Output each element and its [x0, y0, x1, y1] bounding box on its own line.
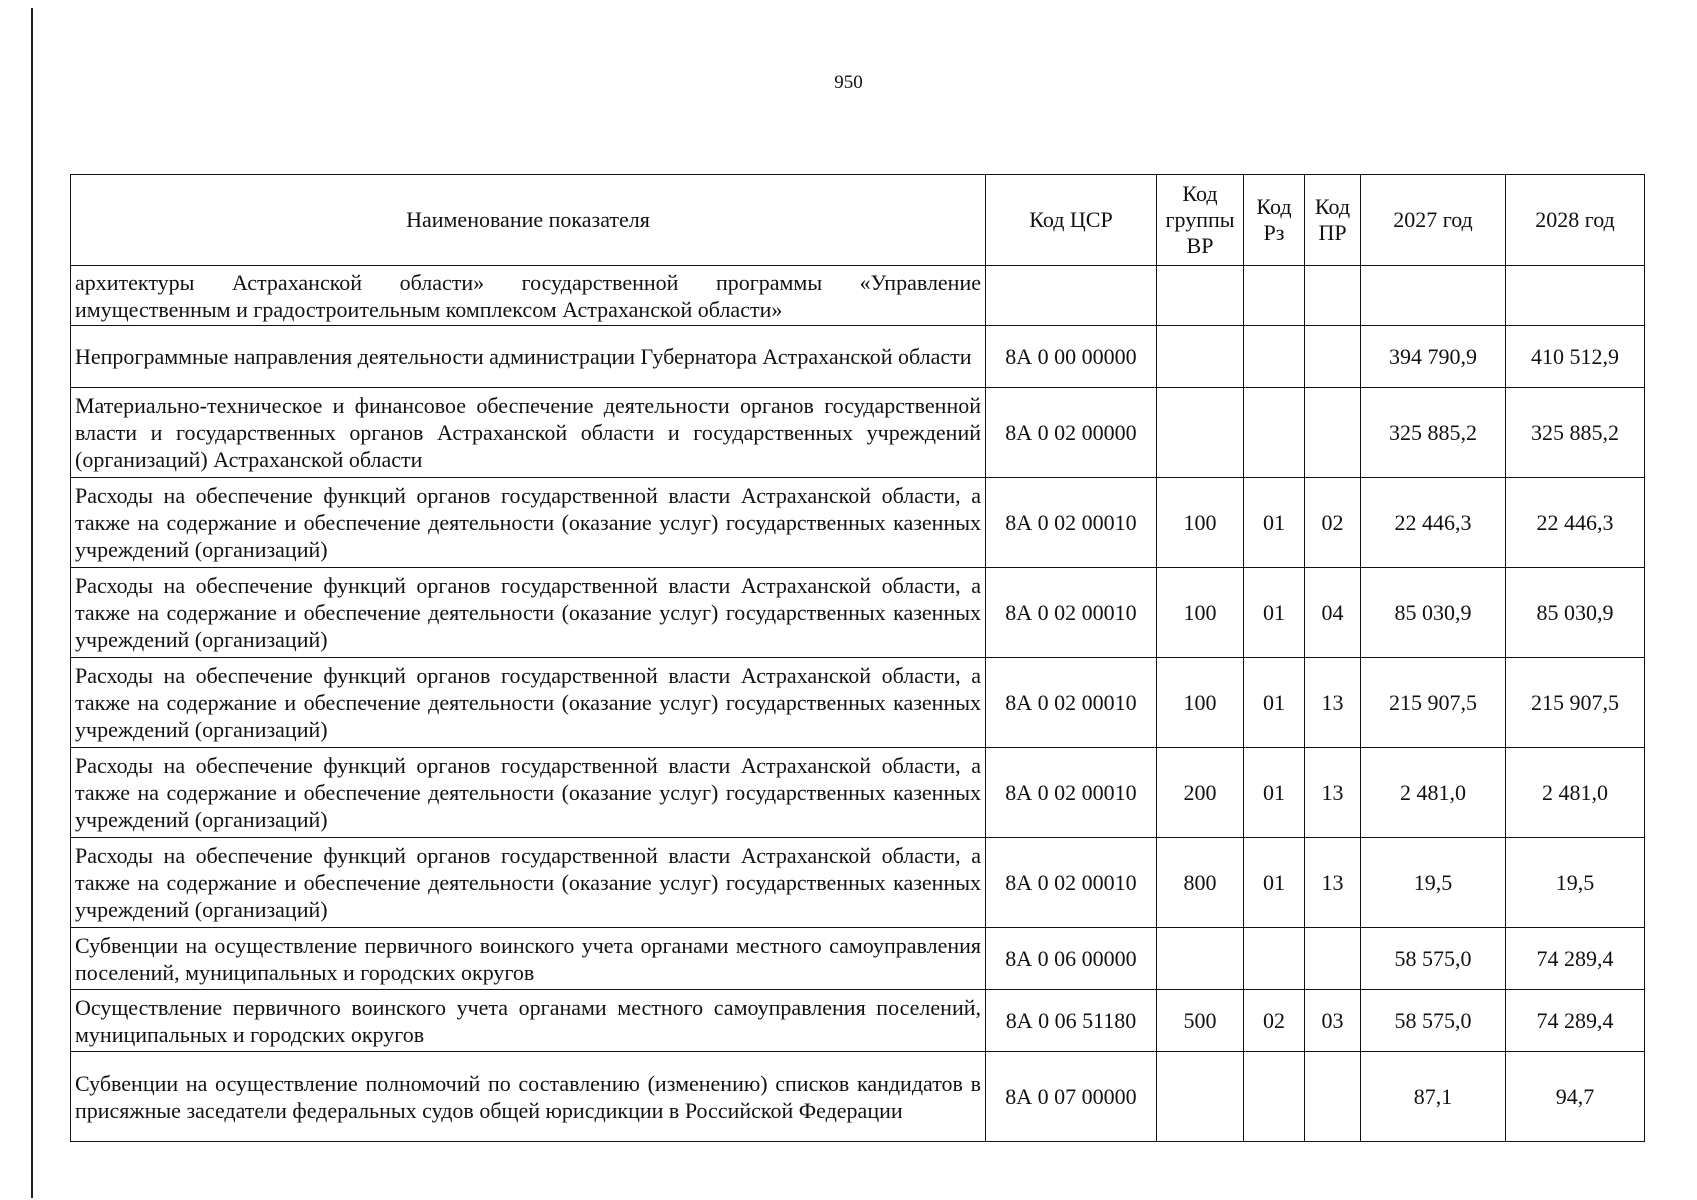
- row-csr-code: 8А 0 02 00000: [986, 388, 1157, 478]
- row-rz-code: [1244, 928, 1305, 990]
- row-name: Субвенции на осуществление полномочий по составлению (изменению) списков кандидатов в присяжные заседатели федеральных судов общей юрисдикции в Российской Федерации: [71, 1052, 986, 1142]
- row-csr-code: 8А 0 06 51180: [986, 990, 1157, 1052]
- table-body: [71, 266, 1645, 1142]
- row-vr-code: [1157, 928, 1244, 990]
- row-value-2027: 394 790,9: [1361, 326, 1506, 388]
- row-rz-code: 01: [1244, 748, 1305, 838]
- row-vr-code: [1157, 388, 1244, 478]
- row-value-2028: 325 885,2: [1506, 388, 1645, 478]
- row-csr-code: 8А 0 06 00000: [986, 928, 1157, 990]
- header-pr: Код ПР: [1305, 175, 1361, 266]
- table-row: [71, 748, 1645, 838]
- row-name: Непрограммные направления деятельности администрации Губернатора Астраханской области: [71, 326, 986, 388]
- row-csr-code: 8А 0 02 00010: [986, 838, 1157, 928]
- table-row: [71, 658, 1645, 748]
- table-row: [71, 266, 1645, 326]
- page-number: 950: [834, 72, 863, 93]
- row-vr-code: [1157, 326, 1244, 388]
- table-row: [71, 838, 1645, 928]
- row-name: Расходы на обеспечение функций органов государственной власти Астраханской области, а также на содержание и обеспечение деятельности (оказание услуг) государственных казенных учреждений (организаций): [71, 838, 986, 928]
- row-pr-code: 04: [1305, 568, 1361, 658]
- row-value-2028: 19,5: [1506, 838, 1645, 928]
- row-value-2027: 58 575,0: [1361, 928, 1506, 990]
- header-2027: 2027 год: [1361, 175, 1506, 266]
- row-pr-code: 13: [1305, 658, 1361, 748]
- row-vr-code: 100: [1157, 658, 1244, 748]
- row-vr-code: [1157, 266, 1244, 326]
- row-rz-code: 02: [1244, 990, 1305, 1052]
- row-pr-code: [1305, 266, 1361, 326]
- table-row: [71, 928, 1645, 990]
- row-value-2027: 22 446,3: [1361, 478, 1506, 568]
- row-rz-code: 01: [1244, 838, 1305, 928]
- row-pr-code: [1305, 928, 1361, 990]
- header-rz: Код Рз: [1244, 175, 1305, 266]
- table-header-row: [71, 175, 1645, 266]
- row-vr-code: 100: [1157, 568, 1244, 658]
- row-rz-code: [1244, 388, 1305, 478]
- row-csr-code: 8А 0 02 00010: [986, 568, 1157, 658]
- row-value-2027: 87,1: [1361, 1052, 1506, 1142]
- row-pr-code: 03: [1305, 990, 1361, 1052]
- row-pr-code: 02: [1305, 478, 1361, 568]
- row-csr-code: 8А 0 02 00010: [986, 658, 1157, 748]
- row-pr-code: [1305, 388, 1361, 478]
- row-pr-code: 13: [1305, 838, 1361, 928]
- row-value-2028: 74 289,4: [1506, 928, 1645, 990]
- row-vr-code: 800: [1157, 838, 1244, 928]
- row-vr-code: [1157, 1052, 1244, 1142]
- header-2028: 2028 год: [1506, 175, 1645, 266]
- row-pr-code: [1305, 326, 1361, 388]
- row-name: Расходы на обеспечение функций органов государственной власти Астраханской области, а также на содержание и обеспечение деятельности (оказание услуг) государственных казенных учреждений (организаций): [71, 748, 986, 838]
- row-name: Осуществление первичного воинского учета органами местного самоуправления поселений, муниципальных и городских округов: [71, 990, 986, 1052]
- row-value-2028: 215 907,5: [1506, 658, 1645, 748]
- row-value-2027: 2 481,0: [1361, 748, 1506, 838]
- row-rz-code: 01: [1244, 478, 1305, 568]
- row-value-2028: 22 446,3: [1506, 478, 1645, 568]
- row-name: архитектуры Астраханской области» государственной программы «Управление имущественным и градостроительным комплексом Астраханской области»: [71, 266, 986, 326]
- row-name: Расходы на обеспечение функций органов государственной власти Астраханской области, а также на содержание и обеспечение деятельности (оказание услуг) государственных казенных учреждений (организаций): [71, 658, 986, 748]
- page-edge-line: [31, 8, 33, 1198]
- table-row: [71, 326, 1645, 388]
- row-csr-code: [986, 266, 1157, 326]
- row-rz-code: [1244, 1052, 1305, 1142]
- table-row: [71, 478, 1645, 568]
- row-name: Расходы на обеспечение функций органов государственной власти Астраханской области, а также на содержание и обеспечение деятельности (оказание услуг) государственных казенных учреждений (организаций): [71, 568, 986, 658]
- row-name: Субвенции на осуществление первичного воинского учета органами местного самоуправления поселений, муниципальных и городских округов: [71, 928, 986, 990]
- row-value-2028: [1506, 266, 1645, 326]
- row-rz-code: 01: [1244, 658, 1305, 748]
- row-value-2028: 74 289,4: [1506, 990, 1645, 1052]
- row-value-2027: 58 575,0: [1361, 990, 1506, 1052]
- row-name: Расходы на обеспечение функций органов государственной власти Астраханской области, а также на содержание и обеспечение деятельности (оказание услуг) государственных казенных учреждений (организаций): [71, 478, 986, 568]
- row-csr-code: 8А 0 02 00010: [986, 478, 1157, 568]
- header-vr: Код группы ВР: [1157, 175, 1244, 266]
- row-vr-code: 500: [1157, 990, 1244, 1052]
- budget-table: [70, 174, 1645, 1142]
- row-name: Материально-техническое и финансовое обеспечение деятельности органов государственной власти и государственных органов Астраханской области и государственных учреждений (организаций) Астраханской области: [71, 388, 986, 478]
- row-value-2028: 410 512,9: [1506, 326, 1645, 388]
- header-csr: Код ЦСР: [986, 175, 1157, 266]
- row-value-2028: 85 030,9: [1506, 568, 1645, 658]
- row-pr-code: 13: [1305, 748, 1361, 838]
- row-csr-code: 8А 0 07 00000: [986, 1052, 1157, 1142]
- row-vr-code: 200: [1157, 748, 1244, 838]
- header-name: Наименование показателя: [71, 175, 986, 266]
- row-value-2028: 2 481,0: [1506, 748, 1645, 838]
- row-rz-code: [1244, 326, 1305, 388]
- row-value-2027: 85 030,9: [1361, 568, 1506, 658]
- table-row: [71, 1052, 1645, 1142]
- row-pr-code: [1305, 1052, 1361, 1142]
- row-vr-code: 100: [1157, 478, 1244, 568]
- row-rz-code: [1244, 266, 1305, 326]
- table-row: [71, 990, 1645, 1052]
- row-value-2028: 94,7: [1506, 1052, 1645, 1142]
- table-row: [71, 568, 1645, 658]
- row-csr-code: 8А 0 00 00000: [986, 326, 1157, 388]
- row-value-2027: 19,5: [1361, 838, 1506, 928]
- row-value-2027: [1361, 266, 1506, 326]
- row-rz-code: 01: [1244, 568, 1305, 658]
- row-value-2027: 325 885,2: [1361, 388, 1506, 478]
- row-csr-code: 8А 0 02 00010: [986, 748, 1157, 838]
- row-value-2027: 215 907,5: [1361, 658, 1506, 748]
- table-row: [71, 388, 1645, 478]
